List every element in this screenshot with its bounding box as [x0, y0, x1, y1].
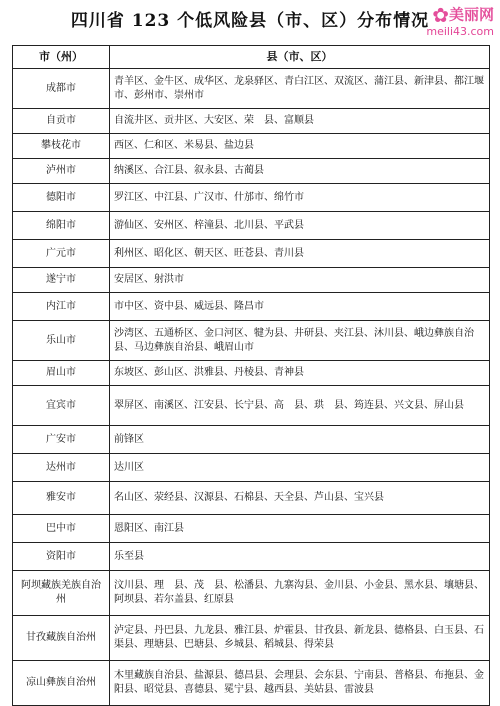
- county-cell: 翠屏区、南溪区、江安县、长宁县、高 县、珙 县、筠连县、兴文县、屏山县: [110, 386, 490, 426]
- county-cell: 自流井区、贡井区、大安区、荣 县、富顺县: [110, 109, 490, 134]
- page-title: 四川省 123 个低风险县（市、区）分布情况: [70, 11, 430, 31]
- county-cell: 纳溪区、合江县、叙永县、古蔺县: [110, 159, 490, 184]
- county-cell: 泸定县、丹巴县、九龙县、雅江县、炉霍县、甘孜县、新龙县、德格县、白玉县、石渠县、理塘县、巴塘县、乡城县、稻城县、得荣县: [110, 616, 490, 661]
- table-row: [13, 69, 490, 109]
- city-cell: 阿坝藏族羌族自治州: [13, 571, 110, 616]
- county-cell: 乐至县: [110, 543, 490, 571]
- city-cell: 甘孜藏族自治州: [13, 616, 110, 661]
- city-cell: 德阳市: [13, 184, 110, 212]
- table-row: [13, 268, 490, 293]
- table-row: [13, 159, 490, 184]
- county-cell: 西区、仁和区、米易县、盐边县: [110, 134, 490, 159]
- city-cell: 资阳市: [13, 543, 110, 571]
- table-row: [13, 293, 490, 321]
- county-cell: 达川区: [110, 454, 490, 482]
- city-cell: 自贡市: [13, 109, 110, 134]
- city-cell: 攀枝花市: [13, 134, 110, 159]
- county-cell: 东坡区、彭山区、洪雅县、丹棱县、青神县: [110, 361, 490, 386]
- table-row: [13, 426, 490, 454]
- county-cell: 恩阳区、南江县: [110, 515, 490, 543]
- county-cell: 游仙区、安州区、梓潼县、北川县、平武县: [110, 212, 490, 240]
- county-cell: 安居区、射洪市: [110, 268, 490, 293]
- flower-icon: ✿: [432, 3, 449, 27]
- county-cell: 青羊区、金牛区、成华区、龙泉驿区、青白江区、双流区、蒲江县、新津县、都江堰市、彭州市、崇州市: [110, 69, 490, 109]
- table-row: [13, 482, 490, 515]
- watermark: [426, 4, 494, 38]
- city-cell: 雅安市: [13, 482, 110, 515]
- county-cell: 罗江区、中江县、广汉市、什邡市、绵竹市: [110, 184, 490, 212]
- table-row: [13, 212, 490, 240]
- city-cell: 内江市: [13, 293, 110, 321]
- city-cell: 乐山市: [13, 321, 110, 361]
- table-header-row: [13, 46, 490, 69]
- table-row: [13, 240, 490, 268]
- county-cell: 市中区、资中县、威远县、隆昌市: [110, 293, 490, 321]
- city-cell: 巴中市: [13, 515, 110, 543]
- table-row: [13, 321, 490, 361]
- city-cell: 凉山彝族自治州: [13, 661, 110, 706]
- table-row: [13, 515, 490, 543]
- table-body: [13, 69, 490, 706]
- header-city: 市（州）: [13, 46, 110, 69]
- table-row: [13, 109, 490, 134]
- county-distribution-table: [12, 45, 490, 706]
- table-row: [13, 184, 490, 212]
- header-county: 县（市、区）: [110, 46, 490, 69]
- table-row: [13, 134, 490, 159]
- city-cell: 遂宁市: [13, 268, 110, 293]
- county-cell: 木里藏族自治县、盐源县、德昌县、会理县、会东县、宁南县、普格县、布拖县、金阳县、昭觉县、喜德县、冕宁县、越西县、美姑县、雷波县: [110, 661, 490, 706]
- county-cell: 汶川县、理 县、茂 县、松潘县、九寨沟县、金川县、小金县、黑水县、壤塘县、阿坝县、若尔盖县、红原县: [110, 571, 490, 616]
- city-cell: 广元市: [13, 240, 110, 268]
- county-cell: 沙湾区、五通桥区、金口河区、犍为县、井研县、夹江县、沐川县、峨边彝族自治县、马边彝族自治县、峨眉山市: [110, 321, 490, 361]
- watermark-logo: ✿美丽网: [432, 3, 494, 27]
- table-row: [13, 361, 490, 386]
- table-row: [13, 543, 490, 571]
- city-cell: 绵阳市: [13, 212, 110, 240]
- table-row: [13, 661, 490, 706]
- county-cell: 名山区、荥经县、汉源县、石棉县、天全县、芦山县、宝兴县: [110, 482, 490, 515]
- county-cell: 前锋区: [110, 426, 490, 454]
- table-row: [13, 454, 490, 482]
- city-cell: 泸州市: [13, 159, 110, 184]
- table-row: [13, 616, 490, 661]
- county-cell: 利州区、昭化区、朝天区、旺苍县、青川县: [110, 240, 490, 268]
- city-cell: 达州市: [13, 454, 110, 482]
- table-row: [13, 386, 490, 426]
- city-cell: 眉山市: [13, 361, 110, 386]
- watermark-url: meili43.com: [426, 25, 494, 38]
- city-cell: 成都市: [13, 69, 110, 109]
- city-cell: 宜宾市: [13, 386, 110, 426]
- table-row: [13, 571, 490, 616]
- city-cell: 广安市: [13, 426, 110, 454]
